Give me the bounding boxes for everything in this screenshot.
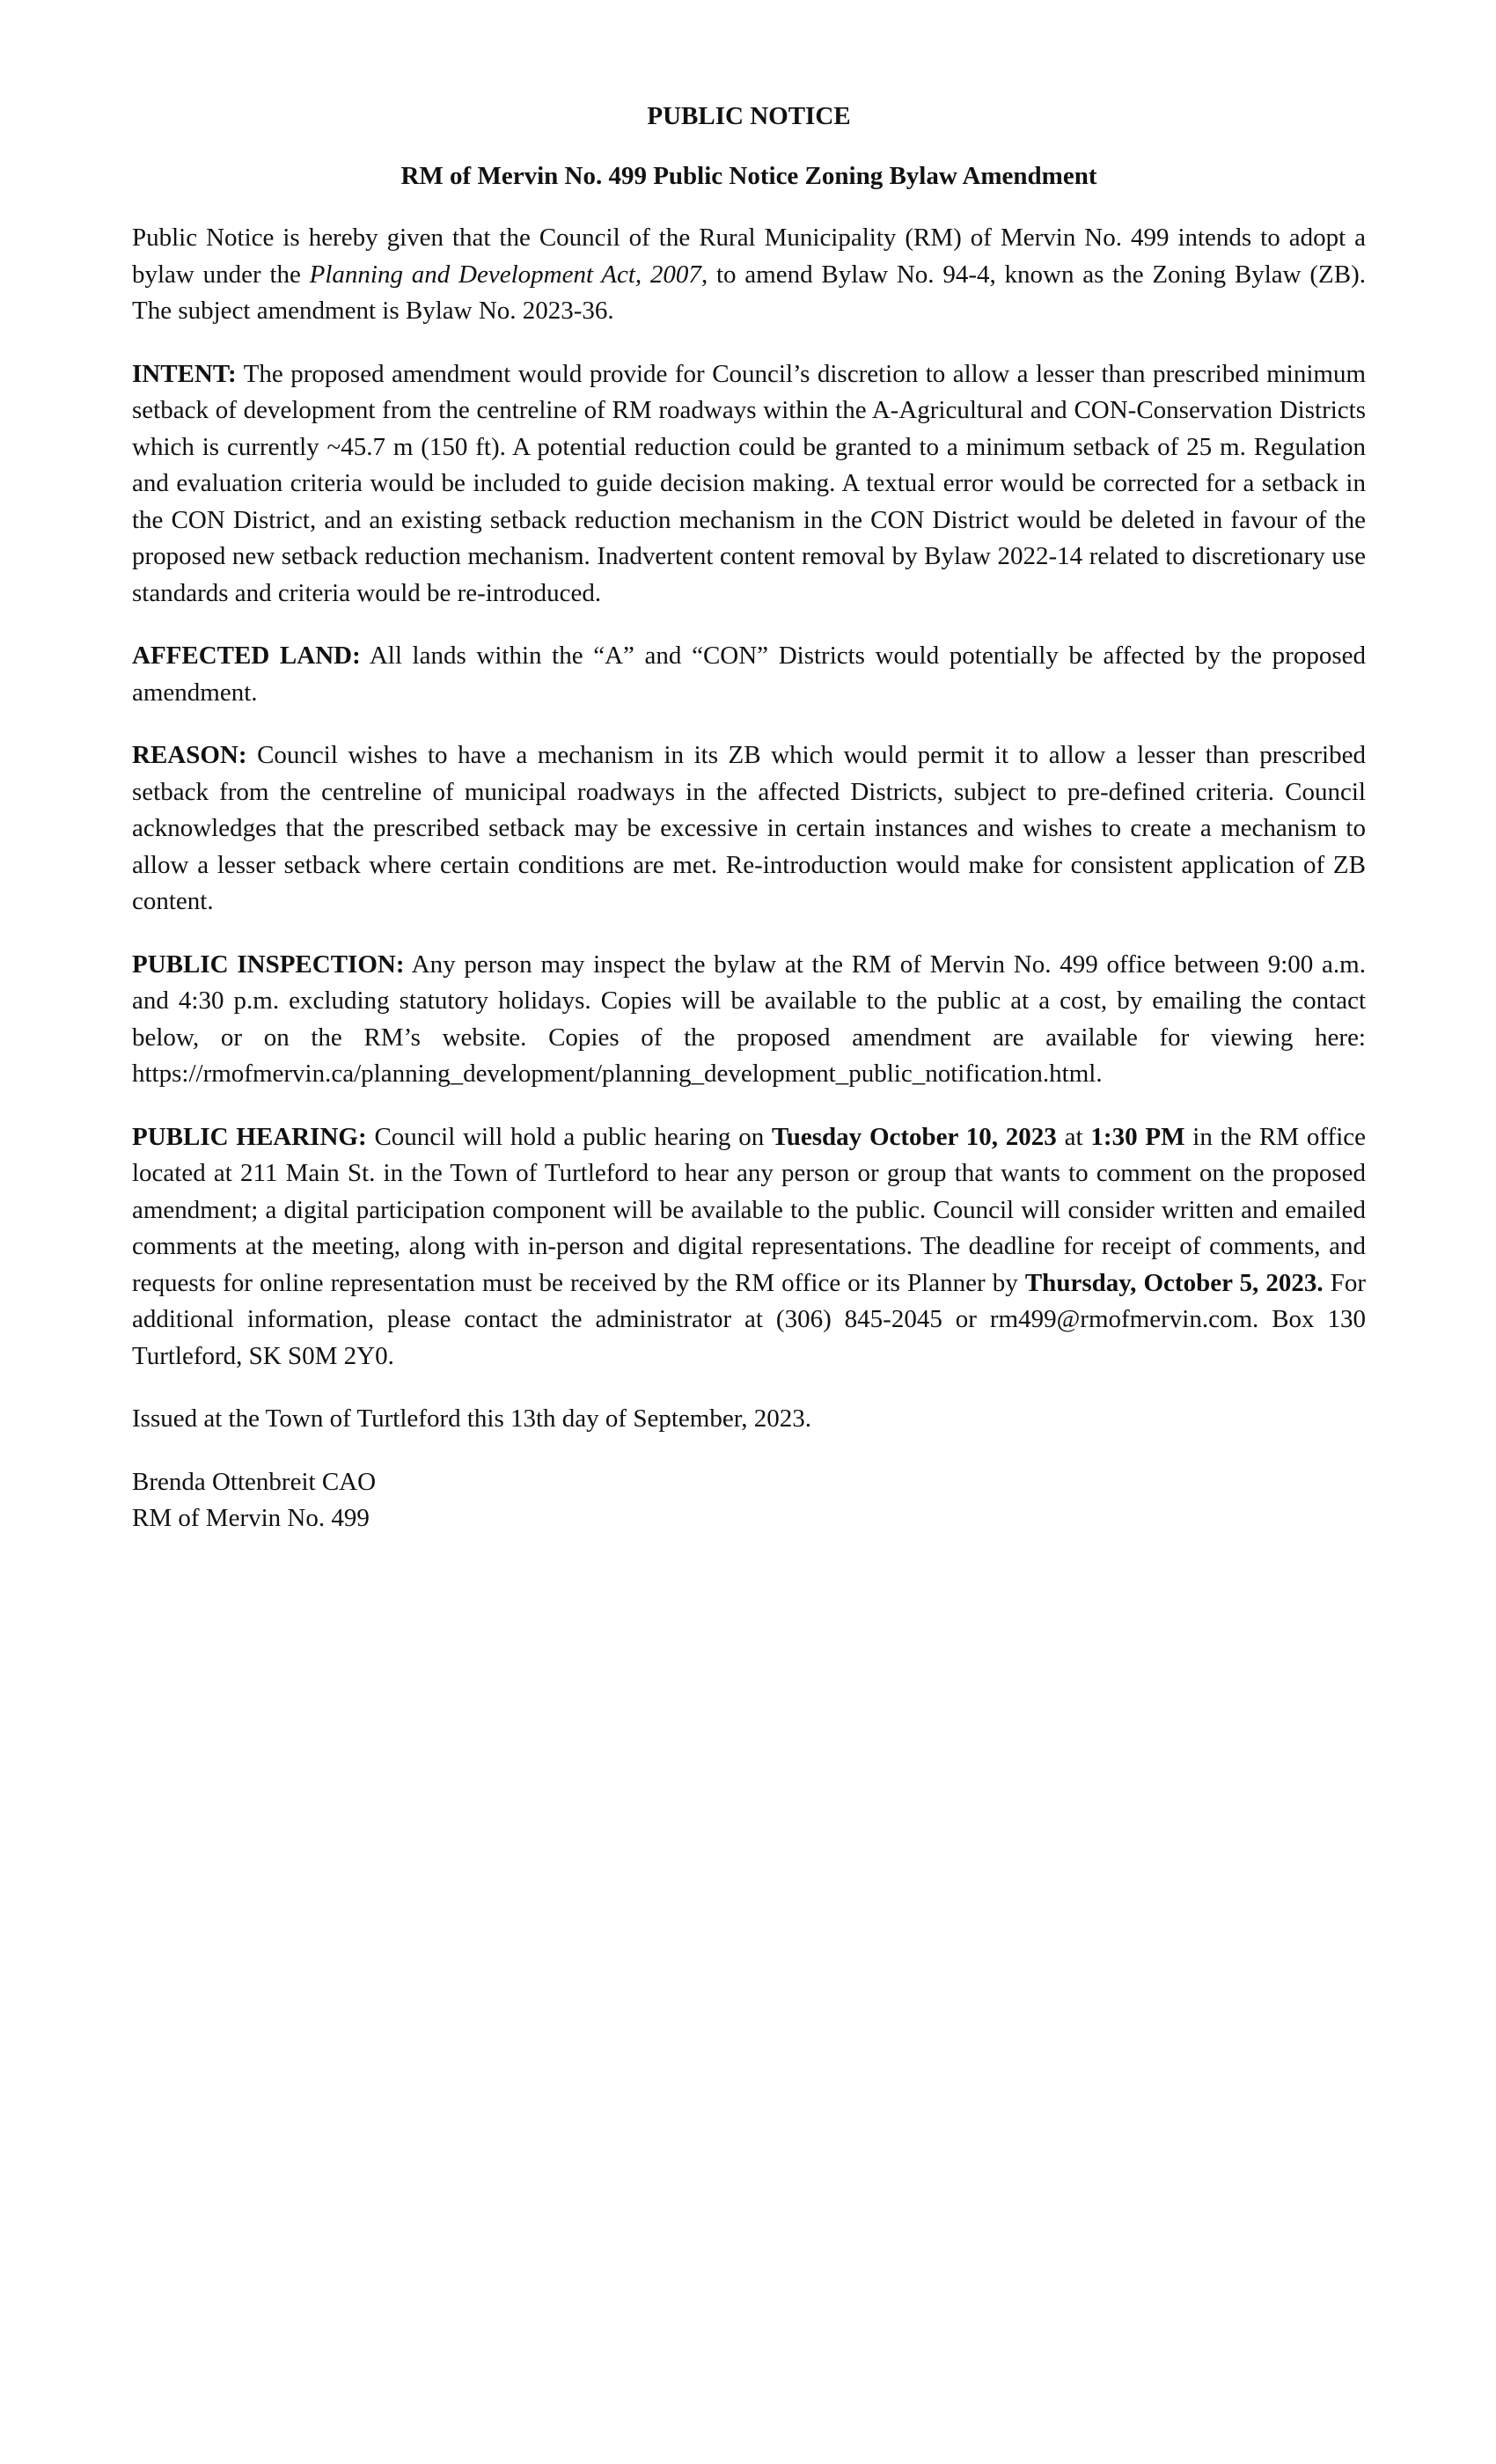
hearing-time: 1:30 PM (1090, 1122, 1185, 1151)
reason-text: Council wishes to have a mechanism in its ZB which would permit it to allow a lesser than prescribed setback from the centreline of municipal roadways in the affected Districts, subject to pre-defined criteria. Council acknowledges that the prescribed setback may be excessive in certain instances and wishes to create a mechanism to allow a lesser setback where certain conditions are met. Re-introduction would make for consistent application of ZB content. (132, 741, 1366, 915)
affected-land-label: AFFECTED LAND: (132, 642, 361, 670)
notice-heading: PUBLIC NOTICE (647, 102, 851, 130)
notice-title: RM of Mervin No. 499 Public Notice Zoning Bylaw Amendment (400, 162, 1097, 190)
public-inspection-text: Any person may inspect the bylaw at the RM of Mervin No. 499 office between 9:00 a.m. and 4:30 p.m. excluding statutory holidays. Copies will be available to the public at a cost, by emailing the contact below, or on the RM’s website. Copies of the proposed amendment are available for viewing here: https://rmofmervin.ca/planning_development/planning_development_public_notification.html. (132, 950, 1366, 1088)
intro-text-end: , to amend Bylaw No. 94-4, known as the Zoning Bylaw (ZB). The subject amendment is Bylaw No. 2023-36. (132, 260, 1366, 325)
signatory-name: Brenda Ottenbreit CAO (132, 1467, 377, 1496)
public-hearing-text-4: For additional information, please contact the administrator at (306) 845-2045 or rm499@rmofmervin.com. Box 130 Turtleford, SK S0M 2Y0. (132, 1268, 1366, 1370)
intro-paragraph (132, 220, 1366, 330)
public-inspection-paragraph (132, 947, 1366, 1093)
public-hearing-text-1: Council will hold a public hearing on (366, 1122, 773, 1151)
intent-text: The proposed amendment would provide for Council’s discretion to allow a lesser than prescribed minimum setback of development from the centreline of RM roadways within the A-Agricultural and CON-Conservation Districts which is currently ~45.7 m (150 ft). A potential reduction could be granted to a minimum setback of 25 m. Regulation and evaluation criteria would be included to guide decision making. A textual error would be corrected for a setback in the CON District, and an existing setback reduction mechanism in the CON District would be deleted in favour of the proposed new setback reduction mechanism. Inadvertent content removal by Bylaw 2022-14 related to discretionary use standards and criteria would be re-introduced. (132, 359, 1366, 607)
issued-line: Issued at the Town of Turtleford this 13th day of September, 2023. (132, 1404, 811, 1433)
affected-land-text: All lands within the “A” and “CON” Districts would potentially be affected by the proposed amendment. (132, 642, 1366, 707)
intent-label: INTENT: (132, 359, 237, 388)
intro-text-start: Public Notice is hereby given that the Council of the Rural Municipality (RM) of Mervin No. 499 intends to adopt a bylaw under the (132, 224, 1366, 289)
intent-paragraph (132, 356, 1366, 612)
affected-land-paragraph (132, 638, 1366, 711)
public-hearing-text-3: in the RM office located at 211 Main St. in the Town of Turtleford to hear any person or group that wants to comment on the proposed amendment; a digital participation component will be available to the public. Council will consider written and emailed comments at the meeting, along with in-person and digital representations. The deadline for receipt of comments, and requests for online representation must be received by the RM office or its Planner by (132, 1122, 1366, 1297)
hearing-date: Tuesday October 10, 2023 (772, 1122, 1057, 1151)
reason-label: REASON: (132, 741, 247, 769)
comment-deadline: Thursday, October 5, 2023. (1024, 1268, 1324, 1297)
signatory-organization: RM of Mervin No. 499 (132, 1504, 370, 1532)
public-hearing-text-2: at (1056, 1122, 1091, 1151)
public-hearing-label: PUBLIC HEARING: (132, 1122, 367, 1151)
act-name: Planning and Development Act, 2007 (309, 260, 701, 289)
public-hearing-paragraph (132, 1119, 1366, 1375)
public-inspection-label: PUBLIC INSPECTION: (132, 950, 405, 979)
notice-page (132, 99, 1366, 1537)
reason-paragraph (132, 737, 1366, 920)
